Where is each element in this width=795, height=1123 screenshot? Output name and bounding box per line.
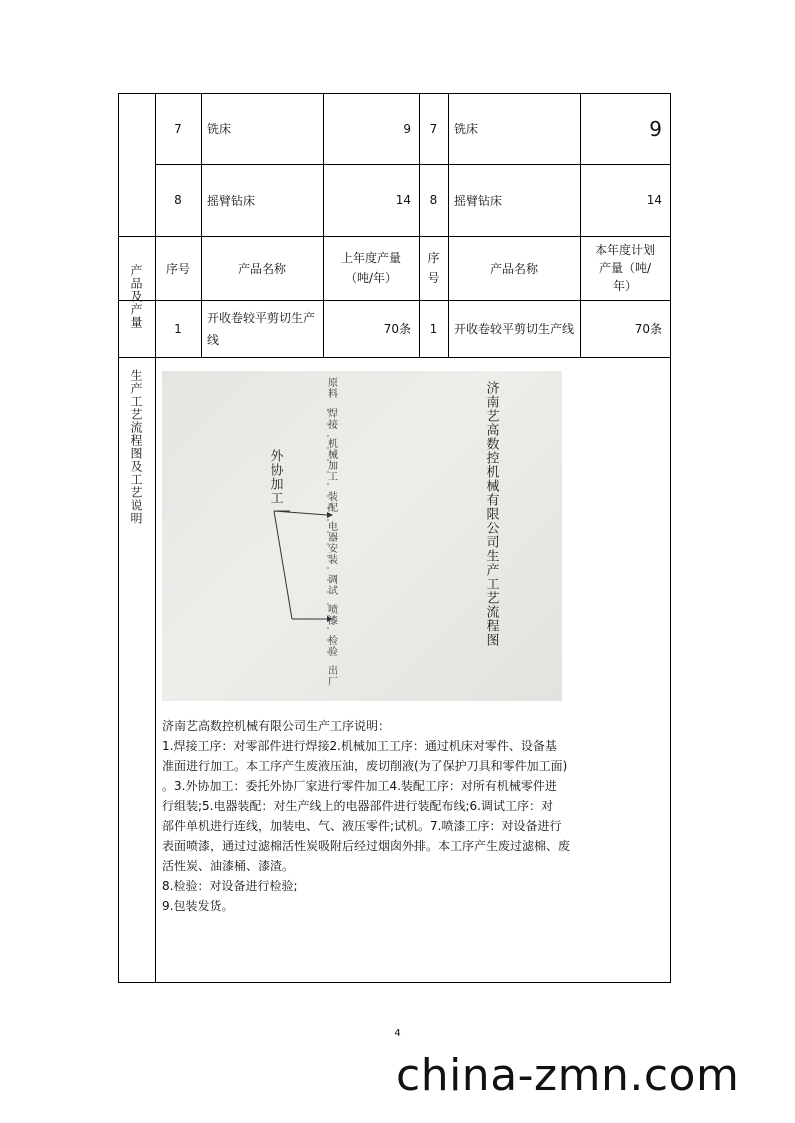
flow-step: 机械加工 xyxy=(325,438,337,482)
flow-chart-title xyxy=(478,381,504,681)
row-qty: 9 xyxy=(403,121,411,136)
row-name-right: 铣床 xyxy=(454,122,479,136)
product-section-label-text: 产品及产量 xyxy=(129,264,143,329)
row-name: 摇臂钻床 xyxy=(207,193,256,208)
description-line: 1.焊接工序：对零部件进行焊接2.机械加工工序：通过机床对零件、设备基 xyxy=(162,739,557,753)
header-this-year: 本年度计划产量（吨/年） xyxy=(594,243,655,293)
flow-step: 电器安装 xyxy=(325,521,337,565)
page-number: 4 xyxy=(394,1028,401,1039)
product-section-label xyxy=(118,236,155,357)
process-description xyxy=(162,716,667,916)
row-no: 8 xyxy=(174,193,182,207)
flow-step: 检验 xyxy=(325,634,337,657)
row-qty-right: 14 xyxy=(646,193,662,207)
description-line: 准面进行加工。本工序产生废液压油，废切削液(为了保护刀具和零件加工面) xyxy=(162,759,568,773)
flow-step: 出厂 xyxy=(325,665,337,687)
row-no-right: 7 xyxy=(429,121,438,136)
flow-step: 装配 xyxy=(325,490,337,513)
description-line: 表面喷漆，通过过滤棉活性炭吸附后经过烟囱外排。本工序产生废过滤棉、废 xyxy=(162,839,571,853)
watermark-text: china-zmn.com xyxy=(396,1050,740,1101)
description-line: 部件单机进行连线，加装电、气、液压零件;试机。7.喷漆工序：对设备进行 xyxy=(162,819,562,833)
row-name: 铣床 xyxy=(207,122,232,136)
row-qty-right: 9 xyxy=(649,116,662,141)
product-no: 1 xyxy=(174,321,182,336)
flow-chart-title-text: 济南艺高数控机械有限公司生产工艺流程图 xyxy=(483,381,499,647)
outsource-label-text: 外协加工 xyxy=(267,449,283,505)
product-last-qty: 70条 xyxy=(383,322,411,336)
flow-step: 喷漆 xyxy=(325,604,337,626)
product-name: 开收卷较平剪切生产线 xyxy=(207,310,316,347)
flow-step: 焊接 xyxy=(325,407,337,430)
product-no-right: 1 xyxy=(429,321,438,336)
row-no-right: 8 xyxy=(429,193,438,207)
flow-steps xyxy=(320,377,342,687)
description-line: 济南艺高数控机械有限公司生产工序说明： xyxy=(162,719,391,733)
header-name-right: 产品名称 xyxy=(489,261,538,276)
row-qty: 14 xyxy=(395,193,411,207)
row-name-right: 摇臂钻床 xyxy=(454,193,503,208)
header-last-year: 上年度产量（吨/年） xyxy=(340,251,401,285)
product-name-right: 开收卷较平剪切生产线 xyxy=(454,321,575,336)
flow-step: 调试 xyxy=(325,573,337,596)
header-name: 产品名称 xyxy=(237,261,286,276)
description-line: 活性炭、油漆桶、漆渣。 xyxy=(162,859,295,873)
header-no: 序号 xyxy=(165,261,190,276)
row-no: 7 xyxy=(174,121,182,136)
process-section-label xyxy=(118,357,155,982)
header-no-right: 序号 xyxy=(427,251,440,285)
process-section-label-text: 生产工艺流程图及工艺说明 xyxy=(129,369,143,525)
description-line: 行组装;5.电器装配：对生产线上的电器部件进行装配布线;6.调试工序：对 xyxy=(162,799,553,813)
flow-chart-photo xyxy=(162,371,562,701)
description-line: 8.检验：对设备进行检验; xyxy=(162,879,298,893)
description-line: 。3.外协加工：委托外协厂家进行零件加工4.装配工序：对所有机械零件进 xyxy=(162,779,557,793)
flow-step: 原料 xyxy=(325,377,337,399)
outsource-label xyxy=(262,449,288,519)
product-this-qty: 70条 xyxy=(634,322,662,336)
description-line: 9.包装发货。 xyxy=(162,899,234,913)
